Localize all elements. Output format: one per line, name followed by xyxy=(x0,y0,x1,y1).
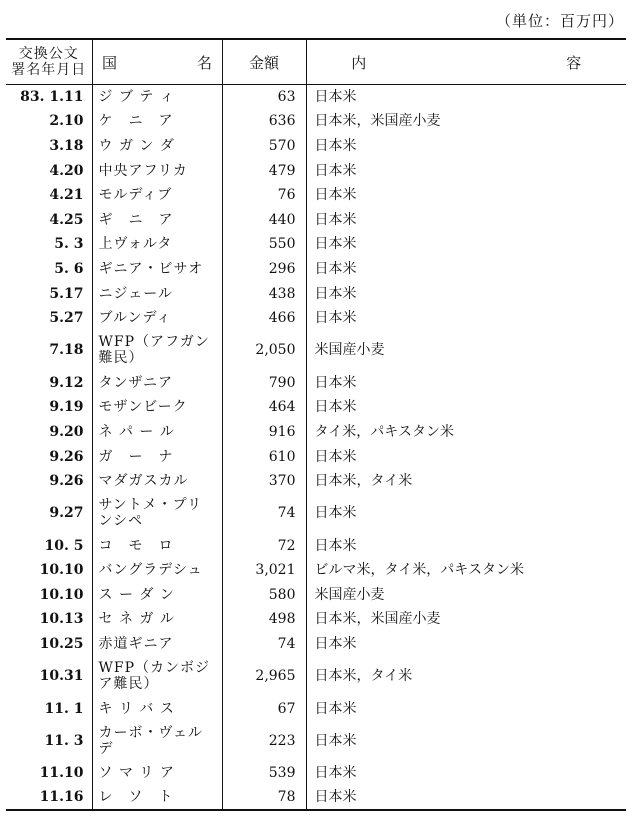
row-amount: 223 xyxy=(222,721,306,761)
row-country: ソ マ リ ア xyxy=(92,761,222,786)
row-date: 9.26 xyxy=(49,473,84,490)
row-date: 10. 5 xyxy=(44,537,84,554)
table-row xyxy=(6,207,626,232)
row-amount: 76 xyxy=(222,183,306,208)
row-date: 3.18 xyxy=(49,137,84,154)
row-content: 日本米 xyxy=(306,395,626,420)
row-amount: 916 xyxy=(222,420,306,445)
row-country: 上ヴォルタ xyxy=(92,232,222,257)
row-date: 11. 1 xyxy=(44,700,84,717)
row-date: 5. 3 xyxy=(54,236,84,253)
row-country: 中央アフリカ xyxy=(92,158,222,183)
row-country: 赤道ギニア xyxy=(92,632,222,657)
row-content: 日本米 xyxy=(306,696,626,721)
row-date: 83. 1.11 xyxy=(20,89,84,106)
row-country: WFP（アフガン難民） xyxy=(92,330,222,370)
table-row xyxy=(6,420,626,445)
row-content: 日本米 xyxy=(306,85,626,110)
row-country: セ ネ ガ ル xyxy=(92,607,222,632)
table-row xyxy=(6,656,626,696)
row-date: 9.27 xyxy=(49,505,84,522)
row-date: 2.10 xyxy=(49,113,84,130)
row-content: 日本米 xyxy=(306,761,626,786)
row-amount: 72 xyxy=(222,533,306,558)
row-content: タイ米，パキスタン米 xyxy=(306,420,626,445)
row-date: 10.13 xyxy=(39,611,84,628)
row-content: 日本米 xyxy=(306,370,626,395)
table-row xyxy=(6,493,626,533)
row-content: 日本米 xyxy=(306,183,626,208)
row-date: 4.20 xyxy=(49,162,84,179)
row-amount: 479 xyxy=(222,158,306,183)
header-date xyxy=(6,39,92,85)
unit-note: （単位：百万円） xyxy=(495,12,624,30)
row-date: 7.18 xyxy=(49,342,84,359)
row-content: 日本米 xyxy=(306,232,626,257)
table-row xyxy=(6,721,626,761)
row-amount: 296 xyxy=(222,257,306,282)
row-content: ビルマ米，タイ米，パキスタン米 xyxy=(306,558,626,583)
row-country: ケ ニ ア xyxy=(92,109,222,134)
table-row xyxy=(6,134,626,159)
row-amount: 539 xyxy=(222,761,306,786)
row-amount: 464 xyxy=(222,395,306,420)
row-amount: 438 xyxy=(222,281,306,306)
row-amount: 78 xyxy=(222,786,306,811)
row-amount: 636 xyxy=(222,109,306,134)
row-content: 日本米 xyxy=(306,207,626,232)
row-date: 4.21 xyxy=(49,187,84,204)
row-date: 5.27 xyxy=(49,310,84,327)
row-date: 11. 3 xyxy=(44,732,84,749)
row-country: ウ ガ ン ダ xyxy=(92,134,222,159)
row-amount: 790 xyxy=(222,370,306,395)
row-amount: 74 xyxy=(222,632,306,657)
row-amount: 498 xyxy=(222,607,306,632)
table-row xyxy=(6,306,626,331)
table-row xyxy=(6,696,626,721)
header-date-line2: 署名年月日 xyxy=(11,62,87,78)
table-row xyxy=(6,85,626,110)
row-content: 米国産小麦 xyxy=(306,330,626,370)
table-row xyxy=(6,632,626,657)
row-content: 日本米 xyxy=(306,786,626,811)
row-date: 10.25 xyxy=(39,636,84,653)
row-date: 9.12 xyxy=(49,374,84,391)
table-row xyxy=(6,558,626,583)
row-country: キ リ バ ス xyxy=(92,696,222,721)
row-content: 日本米，米国産小麦 xyxy=(306,607,626,632)
table-row xyxy=(6,257,626,282)
row-date: 5.17 xyxy=(49,285,84,302)
table-row xyxy=(6,469,626,494)
row-country: コ モ ロ xyxy=(92,533,222,558)
row-content: 日本米 xyxy=(306,134,626,159)
table-row xyxy=(6,533,626,558)
row-amount: 610 xyxy=(222,444,306,469)
row-country: タンザニア xyxy=(92,370,222,395)
row-country: ギニア・ビサオ xyxy=(92,257,222,282)
row-content: 日本米 xyxy=(306,257,626,282)
food-aid-table xyxy=(6,38,626,811)
row-date: 11.16 xyxy=(6,786,92,811)
row-country: モザンビーク xyxy=(92,395,222,420)
row-amount: 67 xyxy=(222,696,306,721)
row-country: ジ ブ テ ィ xyxy=(92,85,222,110)
row-content: 日本米，米国産小麦 xyxy=(306,109,626,134)
row-amount: 440 xyxy=(222,207,306,232)
header-amount: 金額 xyxy=(222,39,306,85)
row-country: ガ ー ナ xyxy=(92,444,222,469)
row-date: 5. 6 xyxy=(54,260,84,277)
row-amount: 2,050 xyxy=(222,330,306,370)
row-content: 日本米 xyxy=(306,632,626,657)
table-row xyxy=(6,444,626,469)
row-date: 10.10 xyxy=(39,586,84,603)
row-country: WFP（カンボジア難民） xyxy=(92,656,222,696)
header-country: 国名 xyxy=(92,39,222,85)
row-content: 日本米 xyxy=(306,158,626,183)
row-country: マダガスカル xyxy=(92,469,222,494)
row-country: ブルンディ xyxy=(92,306,222,331)
row-amount: 3,021 xyxy=(222,558,306,583)
row-amount: 74 xyxy=(222,493,306,533)
row-country: バングラデシュ xyxy=(92,558,222,583)
header-date-line1: 交換公文 xyxy=(18,46,79,62)
header-row xyxy=(6,39,626,85)
header-content: 内容 xyxy=(306,39,626,85)
row-content: 日本米，タイ米 xyxy=(306,656,626,696)
row-amount: 2,965 xyxy=(222,656,306,696)
row-amount: 370 xyxy=(222,469,306,494)
row-content: 日本米 xyxy=(306,444,626,469)
row-content: 米国産小麦 xyxy=(306,583,626,608)
row-country: カーボ・ヴェルデ xyxy=(92,721,222,761)
row-country: ネ パ ー ル xyxy=(92,420,222,445)
table-row xyxy=(6,158,626,183)
table-row xyxy=(6,607,626,632)
row-date: 9.26 xyxy=(49,448,84,465)
row-date: 10.10 xyxy=(39,562,84,579)
row-country: ニジェール xyxy=(92,281,222,306)
table-row xyxy=(6,330,626,370)
row-content: 日本米 xyxy=(306,306,626,331)
row-country: ス ー ダ ン xyxy=(92,583,222,608)
table-row xyxy=(6,761,626,786)
row-content: 日本米 xyxy=(306,281,626,306)
row-content: 日本米 xyxy=(306,721,626,761)
row-amount: 550 xyxy=(222,232,306,257)
row-amount: 63 xyxy=(222,85,306,110)
row-content: 日本米，タイ米 xyxy=(306,469,626,494)
row-date: 11.10 xyxy=(39,765,84,782)
row-country: レ ソ ト xyxy=(92,786,222,811)
table-row xyxy=(6,786,626,811)
table-row xyxy=(6,183,626,208)
row-content: 日本米 xyxy=(306,533,626,558)
row-country: ギ ニ ア xyxy=(92,207,222,232)
table-row xyxy=(6,281,626,306)
table-row xyxy=(6,370,626,395)
row-content: 日本米 xyxy=(306,493,626,533)
row-date: 9.20 xyxy=(49,423,84,440)
row-date: 10.31 xyxy=(39,668,84,685)
row-date: 9.19 xyxy=(49,399,84,416)
table-row xyxy=(6,583,626,608)
table-row xyxy=(6,232,626,257)
row-country: サントメ・プリンシペ xyxy=(92,493,222,533)
row-country: モルディブ xyxy=(92,183,222,208)
row-amount: 466 xyxy=(222,306,306,331)
row-amount: 570 xyxy=(222,134,306,159)
row-amount: 580 xyxy=(222,583,306,608)
table-row xyxy=(6,395,626,420)
table-row xyxy=(6,109,626,134)
row-date: 4.25 xyxy=(49,211,84,228)
